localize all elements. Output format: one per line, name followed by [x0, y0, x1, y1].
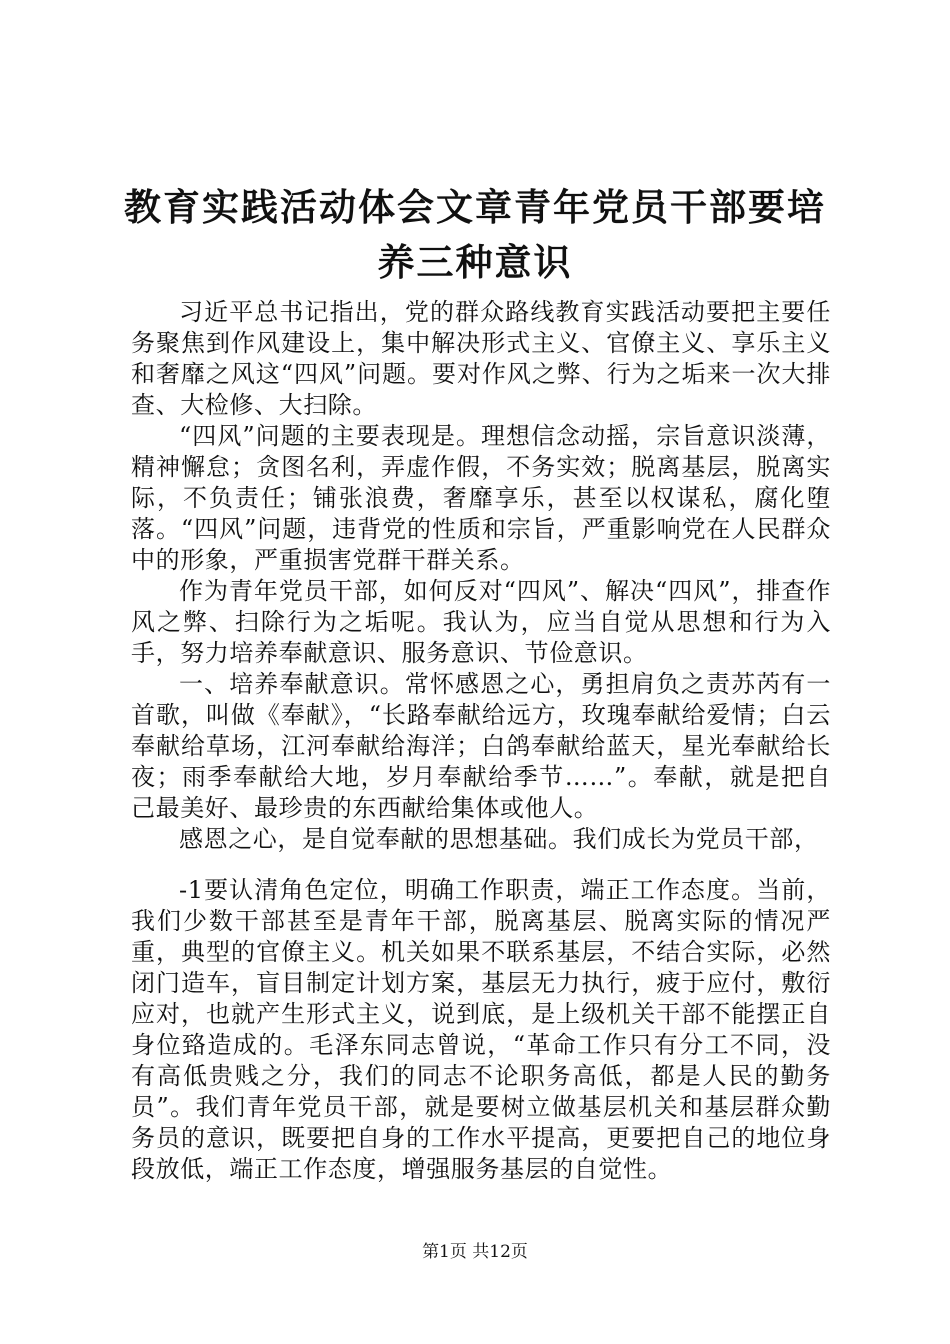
- document-body: [131, 297, 831, 855]
- document-title: 教育实践活动体会文章青年党员干部要培养三种意识: [124, 185, 826, 284]
- paragraph: “四风”问题的主要表现是。理想信念动摇，宗旨意识淡薄，精神懈怠；贪图名利，弄虚作假，不务实效；脱离基层，脱离实际，不负责任；铺张浪费，奢靡享乐，甚至以权谋私，腐化堕落。“四风”问题，违背党的性质和宗旨，严重影响党在人民群众中的形象，严重损害党群干群关系。: [131, 422, 831, 574]
- page-number: 第1页 共12页: [422, 1242, 528, 1262]
- paragraph: 作为青年党员干部，如何反对“四风”、解决“四风”，排查作风之弊、扫除行为之垢呢。我认为，应当自觉从思想和行为入手，努力培养奉献意识、服务意识、节俭意识。: [131, 577, 831, 667]
- paragraph: 一、培养奉献意识。常怀感恩之心，勇担肩负之责苏芮有一首歌，叫做《奉献》，“长路奉献给远方，玫瑰奉献给爱情；白云奉献给草场，江河奉献给海洋；白鸽奉献给蓝天，星光奉献给长夜；雨季奉献给大地，岁月奉献给季节……”。奉献，就是把自己最美好、最珍贵的东西献给集体或他人。: [131, 670, 831, 822]
- document-continuation: [131, 875, 831, 1185]
- paragraph: 感恩之心，是自觉奉献的思想基础。我们成长为党员干部，: [179, 825, 819, 853]
- paragraph: 习近平总书记指出，党的群众路线教育实践活动要把主要任务聚焦到作风建设上，集中解决形式主义、官僚主义、享乐主义和奢靡之风这“四风”问题。要对作风之弊、行为之垢来一次大排查、大检修、大扫除。: [131, 298, 831, 419]
- paragraph: -1要认清角色定位，明确工作职责，端正工作态度。当前，我们少数干部甚至是青年干部，脱离基层、脱离实际的情况严重，典型的官僚主义。机关如果不联系基层，不结合实际，必然闭门造车，盲目制定计划方案，基层无力执行，疲于应付，敷衍应对，也就产生形式主义，说到底，是上级机关干部不能摆正自身位臵造成的。毛泽东同志曾说，“革命工作只有分工不同，没有高低贵贱之分，我们的同志不论职务高低，都是人民的勤务员”。我们青年党员干部，就是要树立做基层机关和基层群众勤务员的意识，既要把自身的工作水平提高，更要把自己的地位身段放低，端正工作态度，增强服务基层的自觉性。: [131, 876, 831, 1183]
